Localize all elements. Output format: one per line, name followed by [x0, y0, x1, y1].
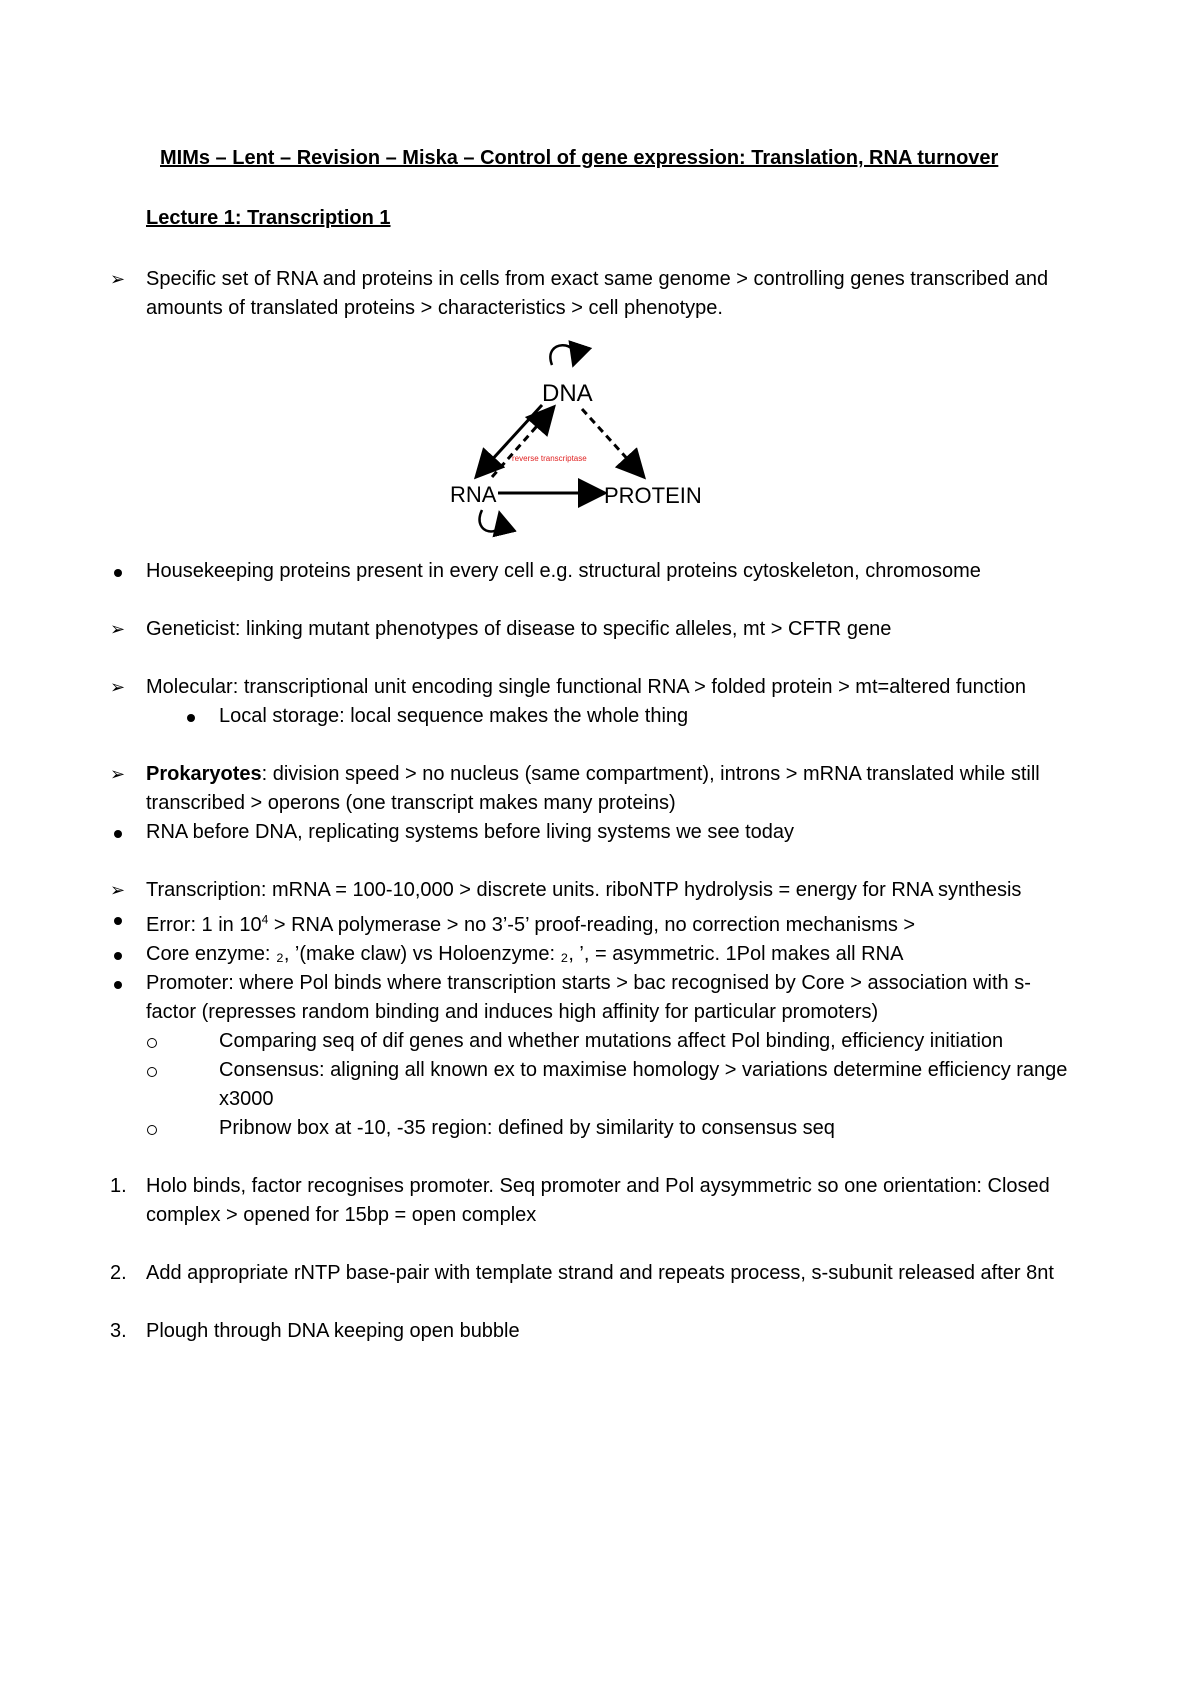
document-title: MIMs – Lent – Revision – Miska – Control of gene expression: Translation, RNA turnover — [160, 147, 999, 169]
arrowhead-bullet-icon: ➢ — [110, 269, 126, 289]
step-text: Plough through DNA keeping open bubble — [146, 1319, 520, 1342]
pribnow-item — [183, 1114, 1070, 1143]
consensus-item — [183, 1056, 1070, 1114]
molecular-text: Molecular: transcriptional unit encoding single functional RNA > folded protein > mt=altered function — [146, 676, 1026, 698]
bullet-icon — [114, 981, 122, 989]
molecular-item — [110, 673, 1070, 702]
bullet-icon — [114, 830, 122, 838]
dna-replication-loop — [550, 345, 575, 365]
transcription-text: Transcription: mRNA = 100-10,000 > discrete units. riboNTP hydrolysis = energy for RNA synthesis — [146, 879, 1022, 901]
bullet-icon — [187, 714, 195, 722]
dna-label: DNA — [542, 380, 593, 407]
error-exponent: 4 — [261, 912, 269, 926]
step-number: 2. — [110, 1261, 127, 1284]
notes-body — [110, 265, 1070, 1346]
bullet-icon — [114, 952, 122, 960]
arrowhead-bullet-icon: ➢ — [110, 677, 126, 697]
rna-label: RNA — [450, 482, 497, 507]
hollow-bullet-icon — [147, 1067, 157, 1077]
central-dogma-svg — [442, 335, 702, 545]
error-item — [110, 905, 1070, 940]
consensus-text: Consensus: aligning all known ex to maximise homology > variations determine efficiency range x3000 — [219, 1058, 1068, 1110]
prokaryotes-label: Prokaryotes — [146, 763, 262, 785]
central-dogma-diagram — [442, 335, 702, 545]
rna-to-dna-arrow — [492, 409, 552, 477]
dna-to-rna-arrow — [478, 405, 542, 475]
lecture-heading: Lecture 1: Transcription 1 — [146, 207, 391, 229]
arrowhead-bullet-icon: ➢ — [110, 880, 126, 900]
comparing-text: Comparing seq of dif genes and whether mutations affect Pol binding, efficiency initiation — [219, 1029, 1004, 1052]
housekeeping-item — [110, 557, 1070, 586]
step-text: Add appropriate rNTP base-pair with template strand and repeats process, s-subunit released after 8nt — [146, 1261, 1054, 1284]
rna-before-text: RNA before DNA, replicating systems before living systems we see today — [146, 821, 795, 843]
arrowhead-bullet-icon: ➢ — [110, 619, 126, 639]
error-text-rest: > RNA polymerase > no 3’-5’ proof-reading, no correction mechanisms > — [268, 913, 916, 936]
bullet-icon — [114, 917, 122, 925]
pribnow-text: Pribnow box at -10, -35 region: defined by similarity to consensus seq — [219, 1116, 835, 1139]
comparing-item — [183, 1027, 1070, 1056]
step-number: 3. — [110, 1319, 127, 1342]
intro-text: Specific set of RNA and proteins in cells from exact same genome > controlling genes transcribed and amounts of translated proteins > characteristics > cell phenotype. — [146, 268, 1049, 319]
step-item — [110, 1317, 1070, 1346]
dna-to-protein-arrow — [582, 409, 642, 475]
bullet-icon — [114, 569, 122, 577]
prokaryotes-item — [110, 760, 1070, 818]
local-storage-item — [183, 702, 1070, 731]
hollow-bullet-icon — [147, 1038, 157, 1048]
hollow-bullet-icon — [147, 1125, 157, 1135]
promoter-text: Promoter: where Pol binds where transcription starts > bac recognised by Core > association with s-factor (represses random binding and induces high affinity for particular promoters) — [146, 971, 1031, 1023]
housekeeping-text: Housekeeping proteins present in every cell e.g. structural proteins cytoskeleton, chromosome — [146, 560, 981, 582]
core-enzyme-item — [110, 940, 1070, 969]
step-item — [110, 1172, 1070, 1230]
local-storage-text: Local storage: local sequence makes the whole thing — [219, 705, 689, 727]
step-text: Holo binds, factor recognises promoter. Seq promoter and Pol aysymmetric so one orientation: Closed complex > opened for 15bp = open complex — [146, 1174, 1050, 1226]
intro-item — [110, 265, 1070, 323]
transcription-item — [110, 876, 1070, 905]
rna-replication-loop — [480, 510, 501, 531]
reverse-transcriptase-annotation: reverse transcriptase — [512, 454, 587, 463]
prokaryotes-text: : division speed > no nucleus (same compartment), introns > mRNA translated while still transcribed > operons (one transcript makes many proteins) — [146, 763, 1040, 814]
promoter-item — [110, 969, 1070, 1027]
step-item — [110, 1259, 1070, 1288]
error-text: Error: 1 in 10 — [146, 913, 262, 936]
geneticist-text: Geneticist: linking mutant phenotypes of disease to specific alleles, mt > CFTR gene — [146, 618, 892, 640]
step-number: 1. — [110, 1174, 127, 1197]
arrowhead-bullet-icon: ➢ — [110, 764, 126, 784]
core-enzyme-text: Core enzyme: ₂, ’(make claw) vs Holoenzyme: ₂, ’, = asymmetric. 1Pol makes all RNA — [146, 942, 904, 965]
geneticist-item — [110, 615, 1070, 644]
protein-label: PROTEIN — [604, 483, 702, 508]
rna-before-item — [110, 818, 1070, 847]
